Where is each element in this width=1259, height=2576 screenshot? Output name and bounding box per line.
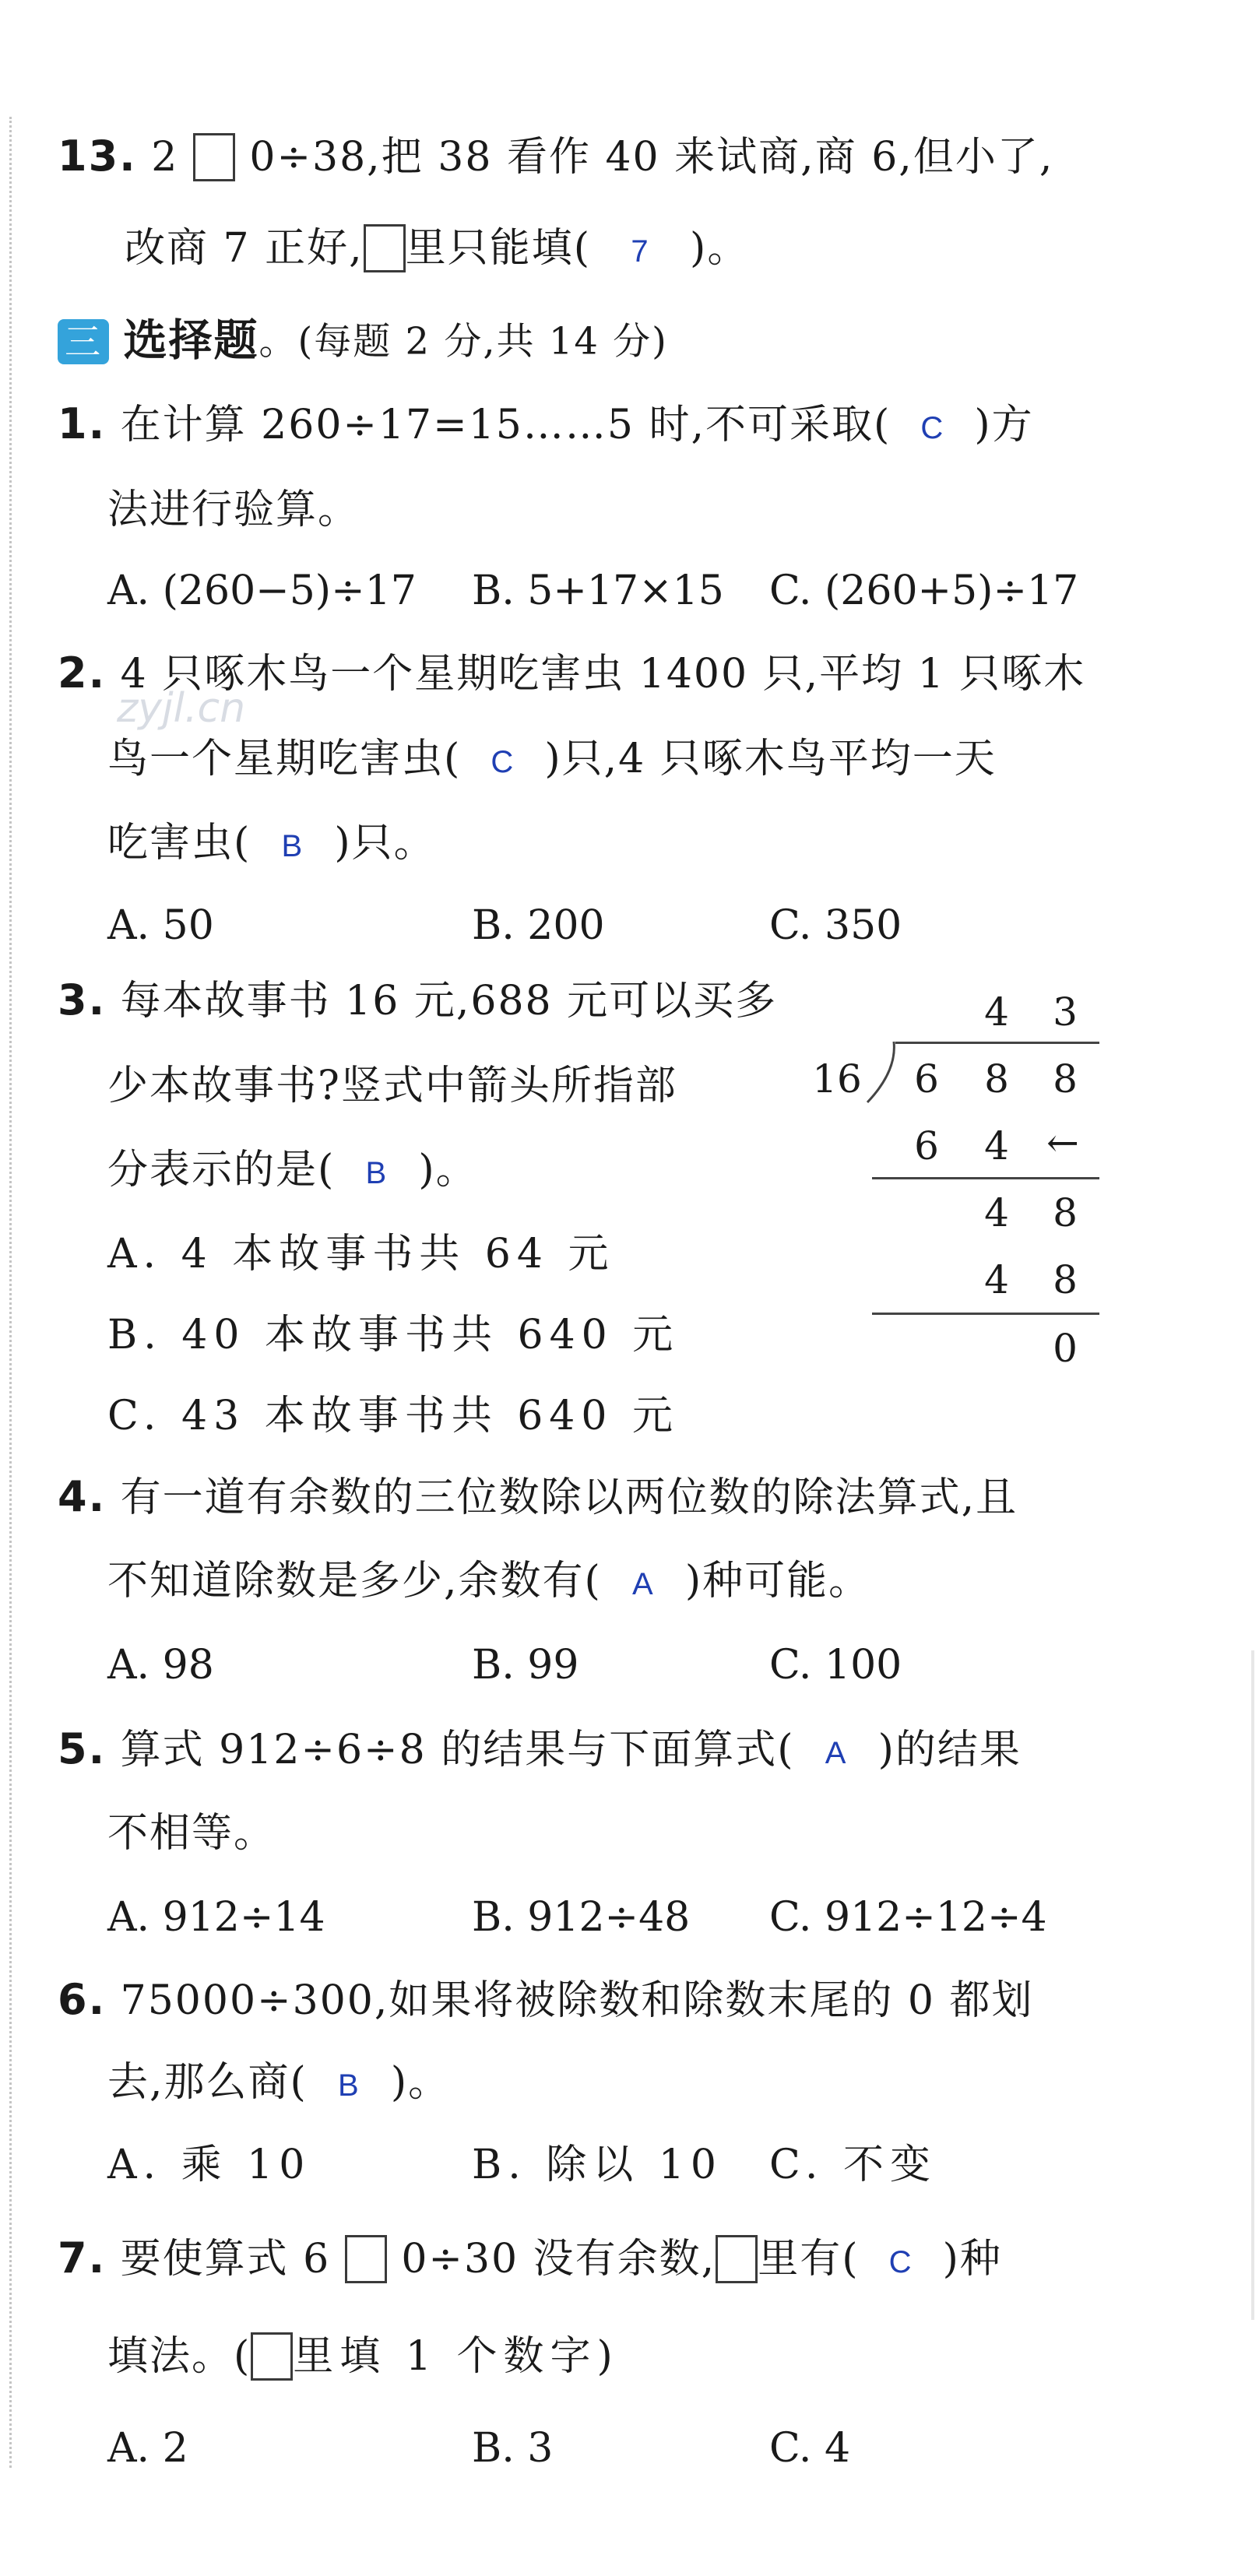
answer-blank-box	[364, 224, 406, 272]
subtraction-line	[872, 1313, 1099, 1315]
q3-line3	[107, 1143, 478, 1200]
watermark: zyjl.cn	[117, 685, 246, 732]
q3-answer: B	[365, 1156, 389, 1190]
q2-text: 鸟一个星期吃害虫(	[107, 736, 462, 782]
q3-text: )。	[418, 1147, 478, 1193]
page-edge-shadow	[1251, 1650, 1254, 2320]
q6-line1	[58, 1973, 1034, 2028]
q3-option-c: C. 43 本故事书共 640 元	[107, 1393, 680, 1439]
q1-option-b: B. 5+17×15	[472, 568, 724, 614]
q7-line2	[107, 2329, 619, 2384]
partial-product-digit: 8	[1053, 1257, 1078, 1302]
q1-option-c: C. (260+5)÷17	[769, 568, 1079, 614]
answer-blank-box	[716, 2235, 758, 2283]
q2-text: )只,4 只啄木鸟平均一天	[544, 736, 997, 782]
q13-text: 里只能填(	[405, 225, 591, 272]
dividend-digit: 6	[914, 1056, 939, 1102]
remainder-digit: 4	[984, 1190, 1009, 1235]
section-number-icon: 三	[58, 319, 109, 364]
q5-option-a: A. 912÷14	[107, 1894, 325, 1941]
q7-text: 里有(	[758, 2236, 860, 2283]
q2-number: 2.	[58, 648, 107, 698]
q5-number: 5.	[58, 1724, 107, 1773]
q2-option-c: C. 350	[769, 902, 902, 949]
q6-text: 75000÷300,如果将被除数和除数末尾的 0 都划	[120, 1977, 1034, 2024]
partial-product-digit: 6	[914, 1123, 939, 1169]
q2-option-a: A. 50	[107, 902, 214, 949]
q2-line1	[58, 646, 1085, 701]
q1-option-a: A. (260−5)÷17	[107, 568, 417, 614]
answer-blank-box	[345, 2235, 387, 2283]
q2-text: 吃害虫(	[107, 820, 251, 866]
answer-blank-box	[251, 2332, 293, 2381]
q6-option-a: A. 乘 10	[107, 2142, 311, 2188]
q5-text: )的结果	[877, 1727, 1022, 1773]
section-subtitle: 。(每题 2 分,共 14 分)	[258, 319, 668, 364]
q4-line2	[107, 1554, 870, 1611]
q13-text: 0÷38,把 38 看作 40 来试商,商 6,但小了,	[249, 134, 1054, 181]
q6-answer: B	[338, 2068, 360, 2103]
q7-text: 0÷30 没有余数,	[401, 2236, 716, 2283]
q6-line2	[107, 2055, 450, 2113]
q6-number: 6.	[58, 1975, 107, 2024]
q3-text: 每本故事书 16 元,688 元可以买多	[120, 978, 778, 1024]
q4-text: 有一道有余数的三位数除以两位数的除法算式,且	[120, 1474, 1018, 1521]
q4-number: 4.	[58, 1472, 107, 1521]
q3-option-a: A. 4 本故事书共 64 元	[107, 1231, 615, 1277]
partial-product-digit: 4	[984, 1257, 1009, 1302]
q5-option-b: B. 912÷48	[472, 1894, 691, 1941]
q5-option-c: C. 912÷12÷4	[769, 1894, 1047, 1941]
q1-line2: 法进行验算。	[107, 487, 360, 533]
q2-line2	[107, 732, 997, 789]
q3-text: 分表示的是(	[107, 1147, 336, 1193]
q7-text: 要使算式 6	[120, 2236, 331, 2283]
page-edge-dotted-line	[9, 117, 13, 2468]
q3-option-b: B. 40 本故事书共 640 元	[107, 1312, 680, 1358]
q4-text: )种可能。	[684, 1558, 871, 1604]
q1-text: 在计算 260÷17=15……5 时,不可采取(	[120, 402, 891, 448]
final-remainder: 0	[1053, 1326, 1078, 1371]
q4-option-b: B. 99	[472, 1642, 579, 1689]
q6-text: )。	[390, 2059, 451, 2106]
q7-option-a: A. 2	[107, 2425, 188, 2472]
q1-text: )方	[974, 402, 1034, 448]
section-header	[58, 311, 668, 369]
q5-line2: 不相等。	[107, 1810, 276, 1857]
q1-answer: C	[920, 411, 945, 445]
q3-number: 3.	[58, 975, 107, 1024]
q6-option-b: B. 除以 10	[472, 2142, 723, 2188]
dividend-digit: 8	[1053, 1056, 1078, 1102]
section-title: 选择题	[123, 315, 259, 367]
q1-number: 1.	[58, 399, 107, 448]
q7-option-c: C. 4	[769, 2425, 851, 2472]
q2-text: 4 只啄木鸟一个星期吃害虫 1400 只,平均 1 只啄木	[120, 651, 1086, 698]
q2-answer-1: C	[491, 745, 515, 779]
subtraction-line	[872, 1177, 1099, 1179]
q7-text: )种	[942, 2236, 1002, 2283]
q13-text: )。	[690, 225, 750, 272]
q13-line1	[58, 129, 1053, 185]
q7-text: 里填 1 个数字)	[293, 2333, 619, 2380]
q2-line3	[107, 816, 436, 873]
q13-text: 2	[151, 134, 179, 181]
q1-line1	[58, 397, 1034, 455]
q13-line2	[125, 221, 749, 279]
q3-line1	[58, 973, 777, 1028]
q6-text: 去,那么商(	[107, 2059, 308, 2106]
quotient-digit: 3	[1053, 989, 1078, 1035]
q2-text: )只。	[334, 820, 436, 866]
q7-answer: C	[888, 2245, 913, 2279]
arrow-left-icon: ←	[1046, 1120, 1079, 1165]
q2-answer-2: B	[281, 829, 304, 863]
q13-number: 13.	[58, 132, 137, 181]
q6-option-c: C. 不变	[769, 2142, 937, 2188]
q4-text: 不知道除数是多少,余数有(	[107, 1558, 602, 1604]
q13-text: 改商 7 正好,	[125, 225, 364, 272]
dividend-digit: 8	[984, 1056, 1009, 1102]
q7-option-b: B. 3	[472, 2425, 554, 2472]
q4-option-c: C. 100	[769, 1642, 902, 1689]
division-bracket	[863, 1040, 897, 1104]
q5-line1	[58, 1722, 1022, 1780]
q7-number: 7.	[58, 2233, 107, 2283]
q5-text: 算式 912÷6÷8 的结果与下面算式(	[120, 1727, 795, 1773]
quotient-digit: 4	[984, 989, 1009, 1035]
division-bar	[895, 1042, 1099, 1044]
q13-answer: 7	[631, 234, 650, 269]
q2-option-b: B. 200	[472, 902, 605, 949]
q7-line1	[58, 2231, 1002, 2290]
answer-blank-box	[193, 133, 235, 181]
q5-answer: A	[825, 1736, 848, 1770]
q4-option-a: A. 98	[107, 1642, 214, 1689]
q4-answer: A	[632, 1567, 655, 1601]
q3-line2: 少本故事书?竖式中箭头所指部	[107, 1063, 677, 1109]
q4-line1	[58, 1470, 1018, 1525]
partial-product-digit: 4	[984, 1123, 1009, 1169]
divisor: 16	[812, 1056, 862, 1102]
remainder-digit: 8	[1053, 1190, 1078, 1235]
q7-text: 填法。(	[107, 2333, 251, 2380]
